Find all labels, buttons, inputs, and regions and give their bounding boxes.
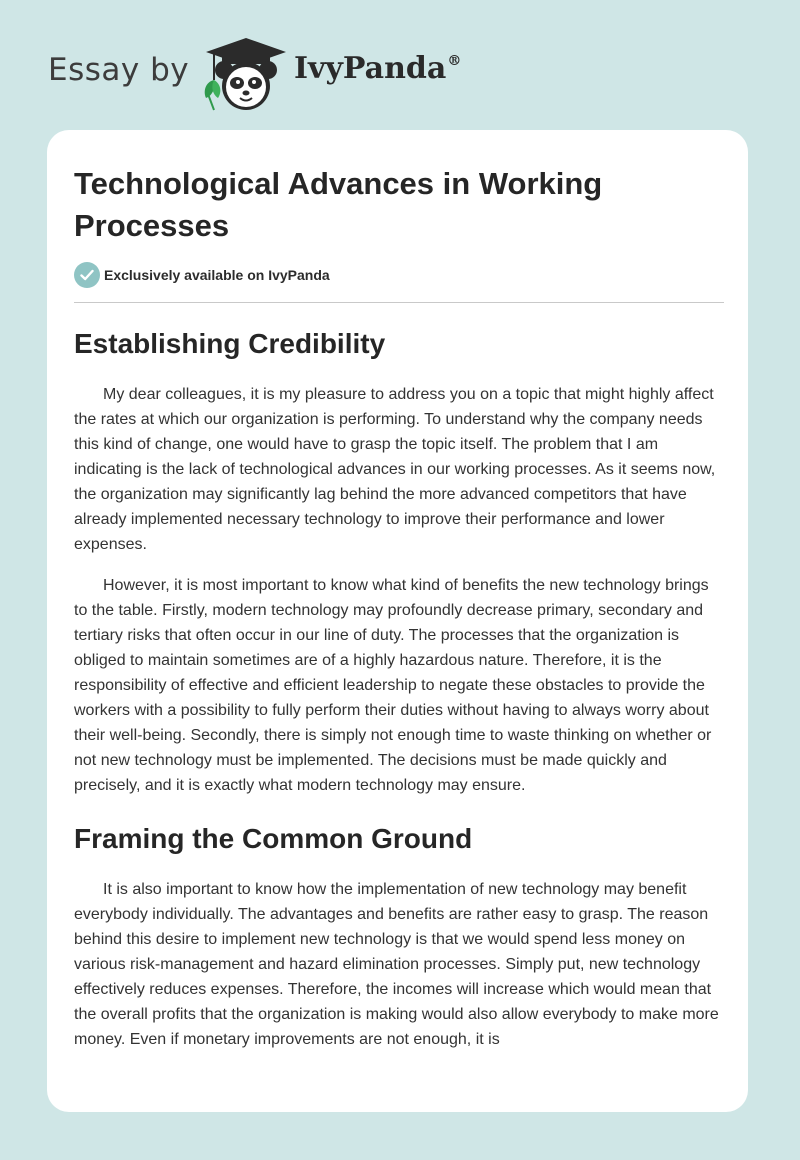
registered-mark: ®	[447, 53, 462, 69]
paragraph: My dear colleagues, it is my pleasure to address you on a topic that might highly affect the rates at which our organization is performing. To understand why the company needs this kind of change, one would have to grasp the topic itself. The problem that I am indicating is the lack of technological advances in our working processes. As it seems now, the organization may significantly lag behind the more advanced competitors that have already implemented necessary technology to improve their performance and lower expenses.	[74, 386, 716, 553]
exclusive-text: Exclusively available on IvyPanda	[104, 267, 330, 283]
section-heading: Establishing Credibility	[74, 328, 386, 359]
check-icon	[74, 262, 100, 288]
paragraph: However, it is most important to know what kind of benefits the new technology brings to the table. Firstly, modern technology may profoundly decrease primary, secondary and tertiary risks that often occur in our line of duty. The processes that the organization is obliged to maintain sometimes are of a highly hazardous nature. Therefore, it is the responsibility of effective and efficient leadership to negate these obstacles to provide the workers with a possibility to fully perform their duties without having to always worry about their well-being. Secondly, there is simply not enough time to waste thinking on whether or not new technology must be implemented. The decisions must be made quickly and precisely, and it is exactly what modern technology may ensure.	[74, 577, 712, 794]
section-heading: Framing the Common Ground	[74, 823, 473, 854]
essay-title: Technological Advances in Working Processes	[74, 166, 603, 243]
panda-logo-icon	[200, 36, 292, 112]
paragraph: It is also important to know how the implementation of new technology may benefit everybody individually. The advantages and benefits are rather easy to grasp. The reason behind this desire to implement new technology is that we would spend less money on various risk-management and hazard elimination processes. Simply put, new technology effectively reduces expenses. Therefore, the incomes will increase which would mean that the overall profits that the organization is making would also allow everybody to make more money. Even if monetary improvements are not enough, it is	[74, 881, 719, 1048]
brand-name: IvyPanda®	[294, 51, 462, 86]
brand-header[interactable]	[48, 34, 508, 110]
exclusive-badge	[74, 262, 724, 288]
brand-prefix: Essay by	[48, 52, 190, 88]
divider	[74, 302, 724, 303]
essay-card	[47, 130, 748, 1112]
